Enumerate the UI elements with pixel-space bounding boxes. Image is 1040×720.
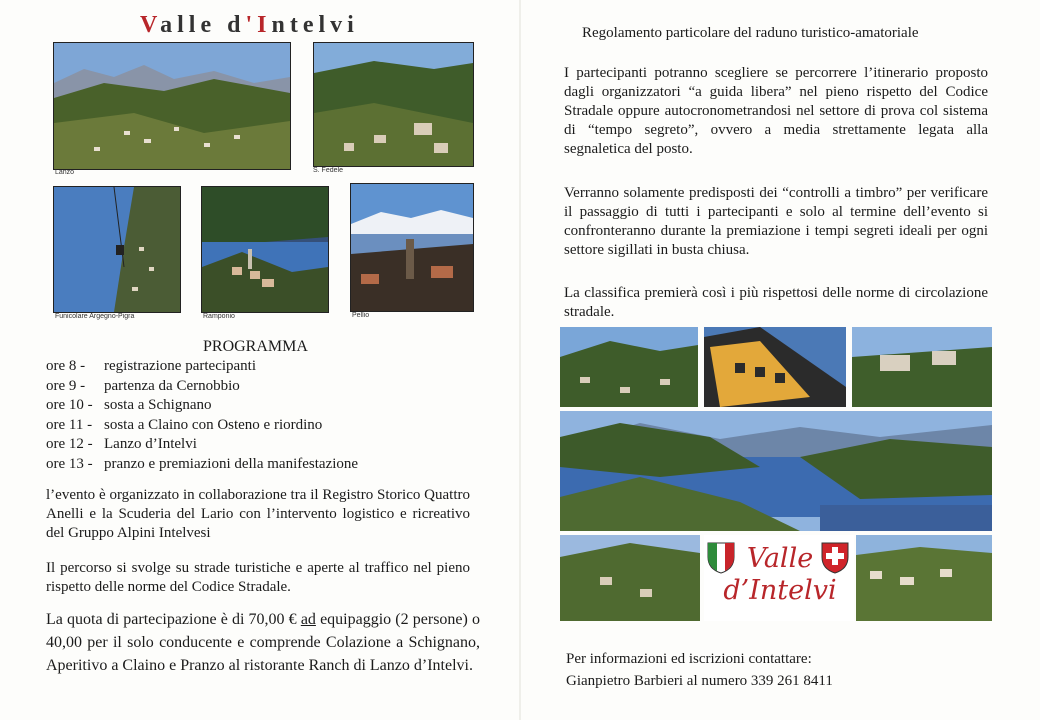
logo-text: Valle d’Intelvi: [723, 543, 837, 606]
caption-lanzo: Lanzo: [55, 169, 75, 176]
postcard-bottom-right: [856, 535, 992, 621]
programma-item: ore 9 - partenza da Cernobbio: [46, 377, 240, 394]
quota-text: La quota di partecipazione è di 70,00 € ad equipaggio (2 persone) o 40,00 per il solo conducente e comprende Colazione a Schignano, Aperitivo a Claino e Pranzo al ristorante Ranch di Lanzo d’Intelvi.: [46, 611, 480, 674]
caption-funicolare: Funicolare Argegno-Pigra: [55, 313, 135, 320]
percorso-text: Il percorso si svolge su strade turistiche e aperte al traffico nel pieno rispetto delle norme del Codice Stradale.: [46, 560, 470, 595]
programma-item: ore 8 - registrazione partecipanti: [46, 358, 257, 374]
photo-pellio: [350, 183, 474, 312]
contact-info: Per informazioni ed iscrizioni contattare: Gianpietro Barbieri al numero 339 261 8411: [566, 651, 833, 689]
valle-intelvi-logo: [704, 535, 854, 621]
organizzazione-text: l’evento è organizzato in collaborazione tra il Registro Storico Quattro Anelli e la Scuderia del Lario con l’intervento logistico e ricreativo del Gruppo Alpini Intelvesi: [46, 487, 470, 541]
postcard-top-left: [560, 327, 698, 407]
regolamento-p1: I partecipanti potranno scegliere se percorrere l’itinerario proposto dagli organizzatori “a guida libera” nel pieno rispetto del Codice Stradale oppure autocronometrandosi nel settore di prova col sistema di “tempo segreto”, ovvero a media strettamente legata alla segnaletica del posto.: [564, 65, 988, 157]
postcard-collage: [560, 327, 992, 621]
photo-s-fedele: [313, 42, 474, 167]
programma-item: ore 10 - sosta a Schignano: [46, 397, 212, 413]
postcard-bottom-left: [560, 535, 700, 621]
regolamento-p2: Verranno solamente predisposti dei “controlli a timbro” per verificare il passaggio di tutti i partecipanti e solo al termine dell’evento si confronteranno durante la premiazione i tempi segreti ideali per ogni settore sigillati in busta chiusa.: [564, 185, 988, 258]
programma-item: ore 13 - pranzo e premiazioni della manifestazione: [46, 455, 359, 472]
regolamento-title: Regolamento particolare del raduno turistico-amatoriale: [582, 25, 919, 41]
regolamento-p3: La classifica premierà così i più rispettosi delle norme di circolazione stradale.: [564, 285, 988, 320]
caption-ramponio: Ramponio: [203, 313, 235, 320]
caption-pellio: Pellio: [352, 312, 370, 319]
postcard-funicular: [704, 327, 846, 407]
caption-s-fedele: S. Fedele: [313, 167, 343, 174]
document-title: Valle d'Intelvi: [140, 12, 359, 38]
programma-list: [46, 357, 358, 474]
photo-funicolare: [53, 186, 181, 313]
programma-title: PROGRAMMA: [203, 338, 308, 355]
programma-item: ore 12 - Lanzo d’Intelvi: [46, 436, 197, 452]
postcard-panorama: [560, 411, 992, 531]
postcard-top-right: [852, 327, 992, 407]
photo-ramponio: [201, 186, 329, 313]
photo-lanzo: [53, 42, 291, 170]
programma-item: ore 11 - sosta a Claino con Osteno e riordino: [46, 416, 323, 433]
